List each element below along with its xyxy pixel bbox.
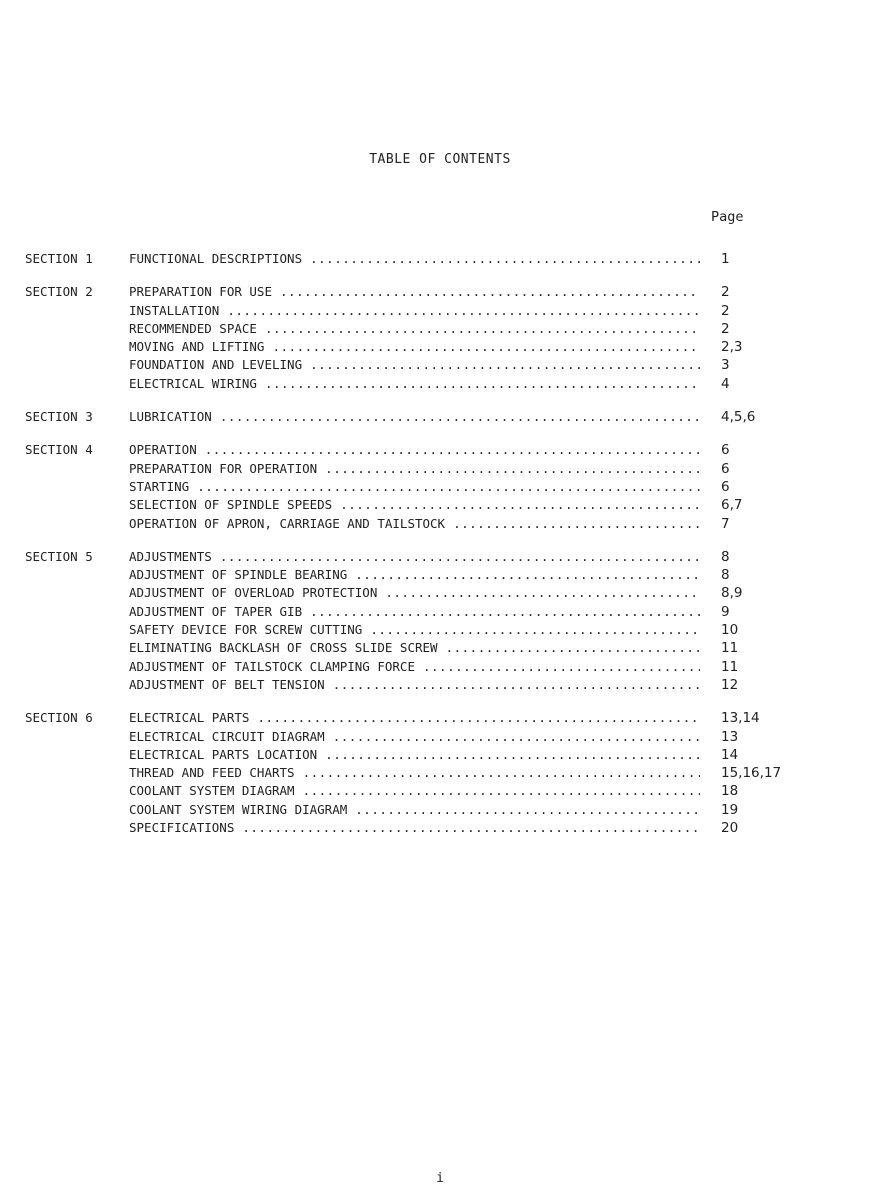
toc-entry[interactable] <box>25 478 855 496</box>
entry-title: ELECTRICAL WIRING ..... <box>129 375 700 393</box>
toc-entry[interactable] <box>25 338 855 356</box>
section-label: SECTION 6 <box>25 710 93 726</box>
entry-title: ADJUSTMENT OF OVERLOAD PROTECTION ..... <box>129 584 700 602</box>
entry-title: INSTALLATION ..... <box>129 302 700 320</box>
entry-page-number: 13,14 <box>721 710 760 727</box>
toc-entry[interactable] <box>25 746 855 764</box>
toc-entry[interactable] <box>25 603 855 621</box>
toc-entry[interactable] <box>25 283 855 301</box>
entry-page-number: 6 <box>721 478 730 495</box>
entry-title: STARTING ..... <box>129 478 700 496</box>
toc-entry[interactable] <box>25 320 855 338</box>
toc-entry[interactable] <box>25 408 855 426</box>
entry-title: COOLANT SYSTEM DIAGRAM ..... <box>129 782 700 800</box>
entry-title: ELECTRICAL CIRCUIT DIAGRAM ..... <box>129 728 700 746</box>
entry-title: COOLANT SYSTEM WIRING DIAGRAM ..... <box>129 801 700 819</box>
entry-title: MOVING AND LIFTING ..... <box>129 338 700 356</box>
entry-page-number: 7 <box>721 515 730 532</box>
entry-page-number: 11 <box>721 658 739 675</box>
entry-page-number: 9 <box>721 603 730 620</box>
toc-section <box>25 709 855 837</box>
entry-page-number: 20 <box>721 820 739 837</box>
toc-section <box>25 250 855 268</box>
entry-page-number: 15,16,17 <box>721 765 782 782</box>
entry-page-number: 19 <box>721 801 739 818</box>
toc-entry[interactable] <box>25 584 855 602</box>
entry-page-number: 8,9 <box>721 585 743 602</box>
entry-title: ELIMINATING BACKLASH OF CROSS SLIDE SCREW ..... <box>129 639 700 657</box>
entry-page-number: 11 <box>721 640 739 657</box>
entry-page-number: 6,7 <box>721 497 743 514</box>
toc-entry[interactable] <box>25 676 855 694</box>
entry-title: ADJUSTMENT OF BELT TENSION ..... <box>129 676 700 694</box>
toc-entry[interactable] <box>25 460 855 478</box>
entry-page-number: 8 <box>721 548 730 565</box>
toc-section <box>25 283 855 393</box>
entry-title: FOUNDATION AND LEVELING ..... <box>129 356 700 374</box>
entry-title: ADJUSTMENT OF TAILSTOCK CLAMPING FORCE ..... <box>129 658 700 676</box>
toc-entry[interactable] <box>25 250 855 268</box>
entry-page-number: 13 <box>721 728 739 745</box>
section-label: SECTION 3 <box>25 409 93 425</box>
toc-entry[interactable] <box>25 709 855 727</box>
toc-entry[interactable] <box>25 728 855 746</box>
entry-page-number: 1 <box>721 251 730 267</box>
toc-entry[interactable] <box>25 566 855 584</box>
toc-entry[interactable] <box>25 819 855 837</box>
toc-section <box>25 548 855 694</box>
toc-entry[interactable] <box>25 658 855 676</box>
toc-entry[interactable] <box>25 356 855 374</box>
entry-page-number: 10 <box>721 622 739 639</box>
entry-page-number: 3 <box>721 357 730 374</box>
toc-entry[interactable] <box>25 782 855 800</box>
entry-page-number: 4 <box>721 375 730 392</box>
toc-entry[interactable] <box>25 496 855 514</box>
section-label: SECTION 2 <box>25 284 93 300</box>
entry-title: ELECTRICAL PARTS ..... <box>129 709 700 727</box>
entry-title: ADJUSTMENT OF SPINDLE BEARING ..... <box>129 566 700 584</box>
toc-section <box>25 408 855 426</box>
entry-title: OPERATION OF APRON, CARRIAGE AND TAILSTOCK ..... <box>129 515 700 533</box>
entry-title: ADJUSTMENT OF TAPER GIB ..... <box>129 603 700 621</box>
entry-page-number: 2 <box>721 284 730 301</box>
entry-title: SAFETY DEVICE FOR SCREW CUTTING ..... <box>129 621 700 639</box>
toc-entry[interactable] <box>25 548 855 566</box>
toc-entry[interactable] <box>25 764 855 782</box>
entry-title: ADJUSTMENTS ..... <box>129 548 700 566</box>
entry-title: SPECIFICATIONS ..... <box>129 819 700 837</box>
toc-section <box>25 441 855 532</box>
toc-entry[interactable] <box>25 621 855 639</box>
entry-title: LUBRICATION ..... <box>129 408 700 426</box>
entry-title: FUNCTIONAL DESCRIPTIONS ..... <box>129 250 700 268</box>
entry-page-number: 2 <box>721 320 730 337</box>
entry-page-number: 6 <box>721 460 730 477</box>
entry-title: PREPARATION FOR USE ..... <box>129 283 700 301</box>
entry-title: OPERATION ..... <box>129 441 700 459</box>
entry-page-number: 4,5,6 <box>721 409 756 426</box>
entry-page-number: 8 <box>721 567 730 584</box>
entry-page-number: 2,3 <box>721 339 743 356</box>
entry-title: SELECTION OF SPINDLE SPEEDS ..... <box>129 496 700 514</box>
toc-entry[interactable] <box>25 801 855 819</box>
toc-entry[interactable] <box>25 302 855 320</box>
page-column-header: Page <box>711 209 744 225</box>
footer-page-number: i <box>436 1171 444 1186</box>
entry-title: ELECTRICAL PARTS LOCATION ..... <box>129 746 700 764</box>
entry-page-number: 18 <box>721 783 739 800</box>
entry-page-number: 2 <box>721 302 730 319</box>
toc-entry[interactable] <box>25 639 855 657</box>
toc-entry[interactable] <box>25 441 855 459</box>
table-of-contents <box>25 250 855 852</box>
section-label: SECTION 1 <box>25 251 93 266</box>
entry-page-number: 6 <box>721 442 730 459</box>
entry-page-number: 14 <box>721 746 739 763</box>
entry-title: PREPARATION FOR OPERATION ..... <box>129 460 700 478</box>
page-title: TABLE OF CONTENTS <box>369 152 511 167</box>
entry-title: RECOMMENDED SPACE ..... <box>129 320 700 338</box>
entry-page-number: 12 <box>721 676 739 693</box>
toc-entry[interactable] <box>25 515 855 533</box>
entry-title: THREAD AND FEED CHARTS ..... <box>129 764 700 782</box>
section-label: SECTION 5 <box>25 548 93 564</box>
section-label: SECTION 4 <box>25 442 93 458</box>
toc-entry[interactable] <box>25 375 855 393</box>
